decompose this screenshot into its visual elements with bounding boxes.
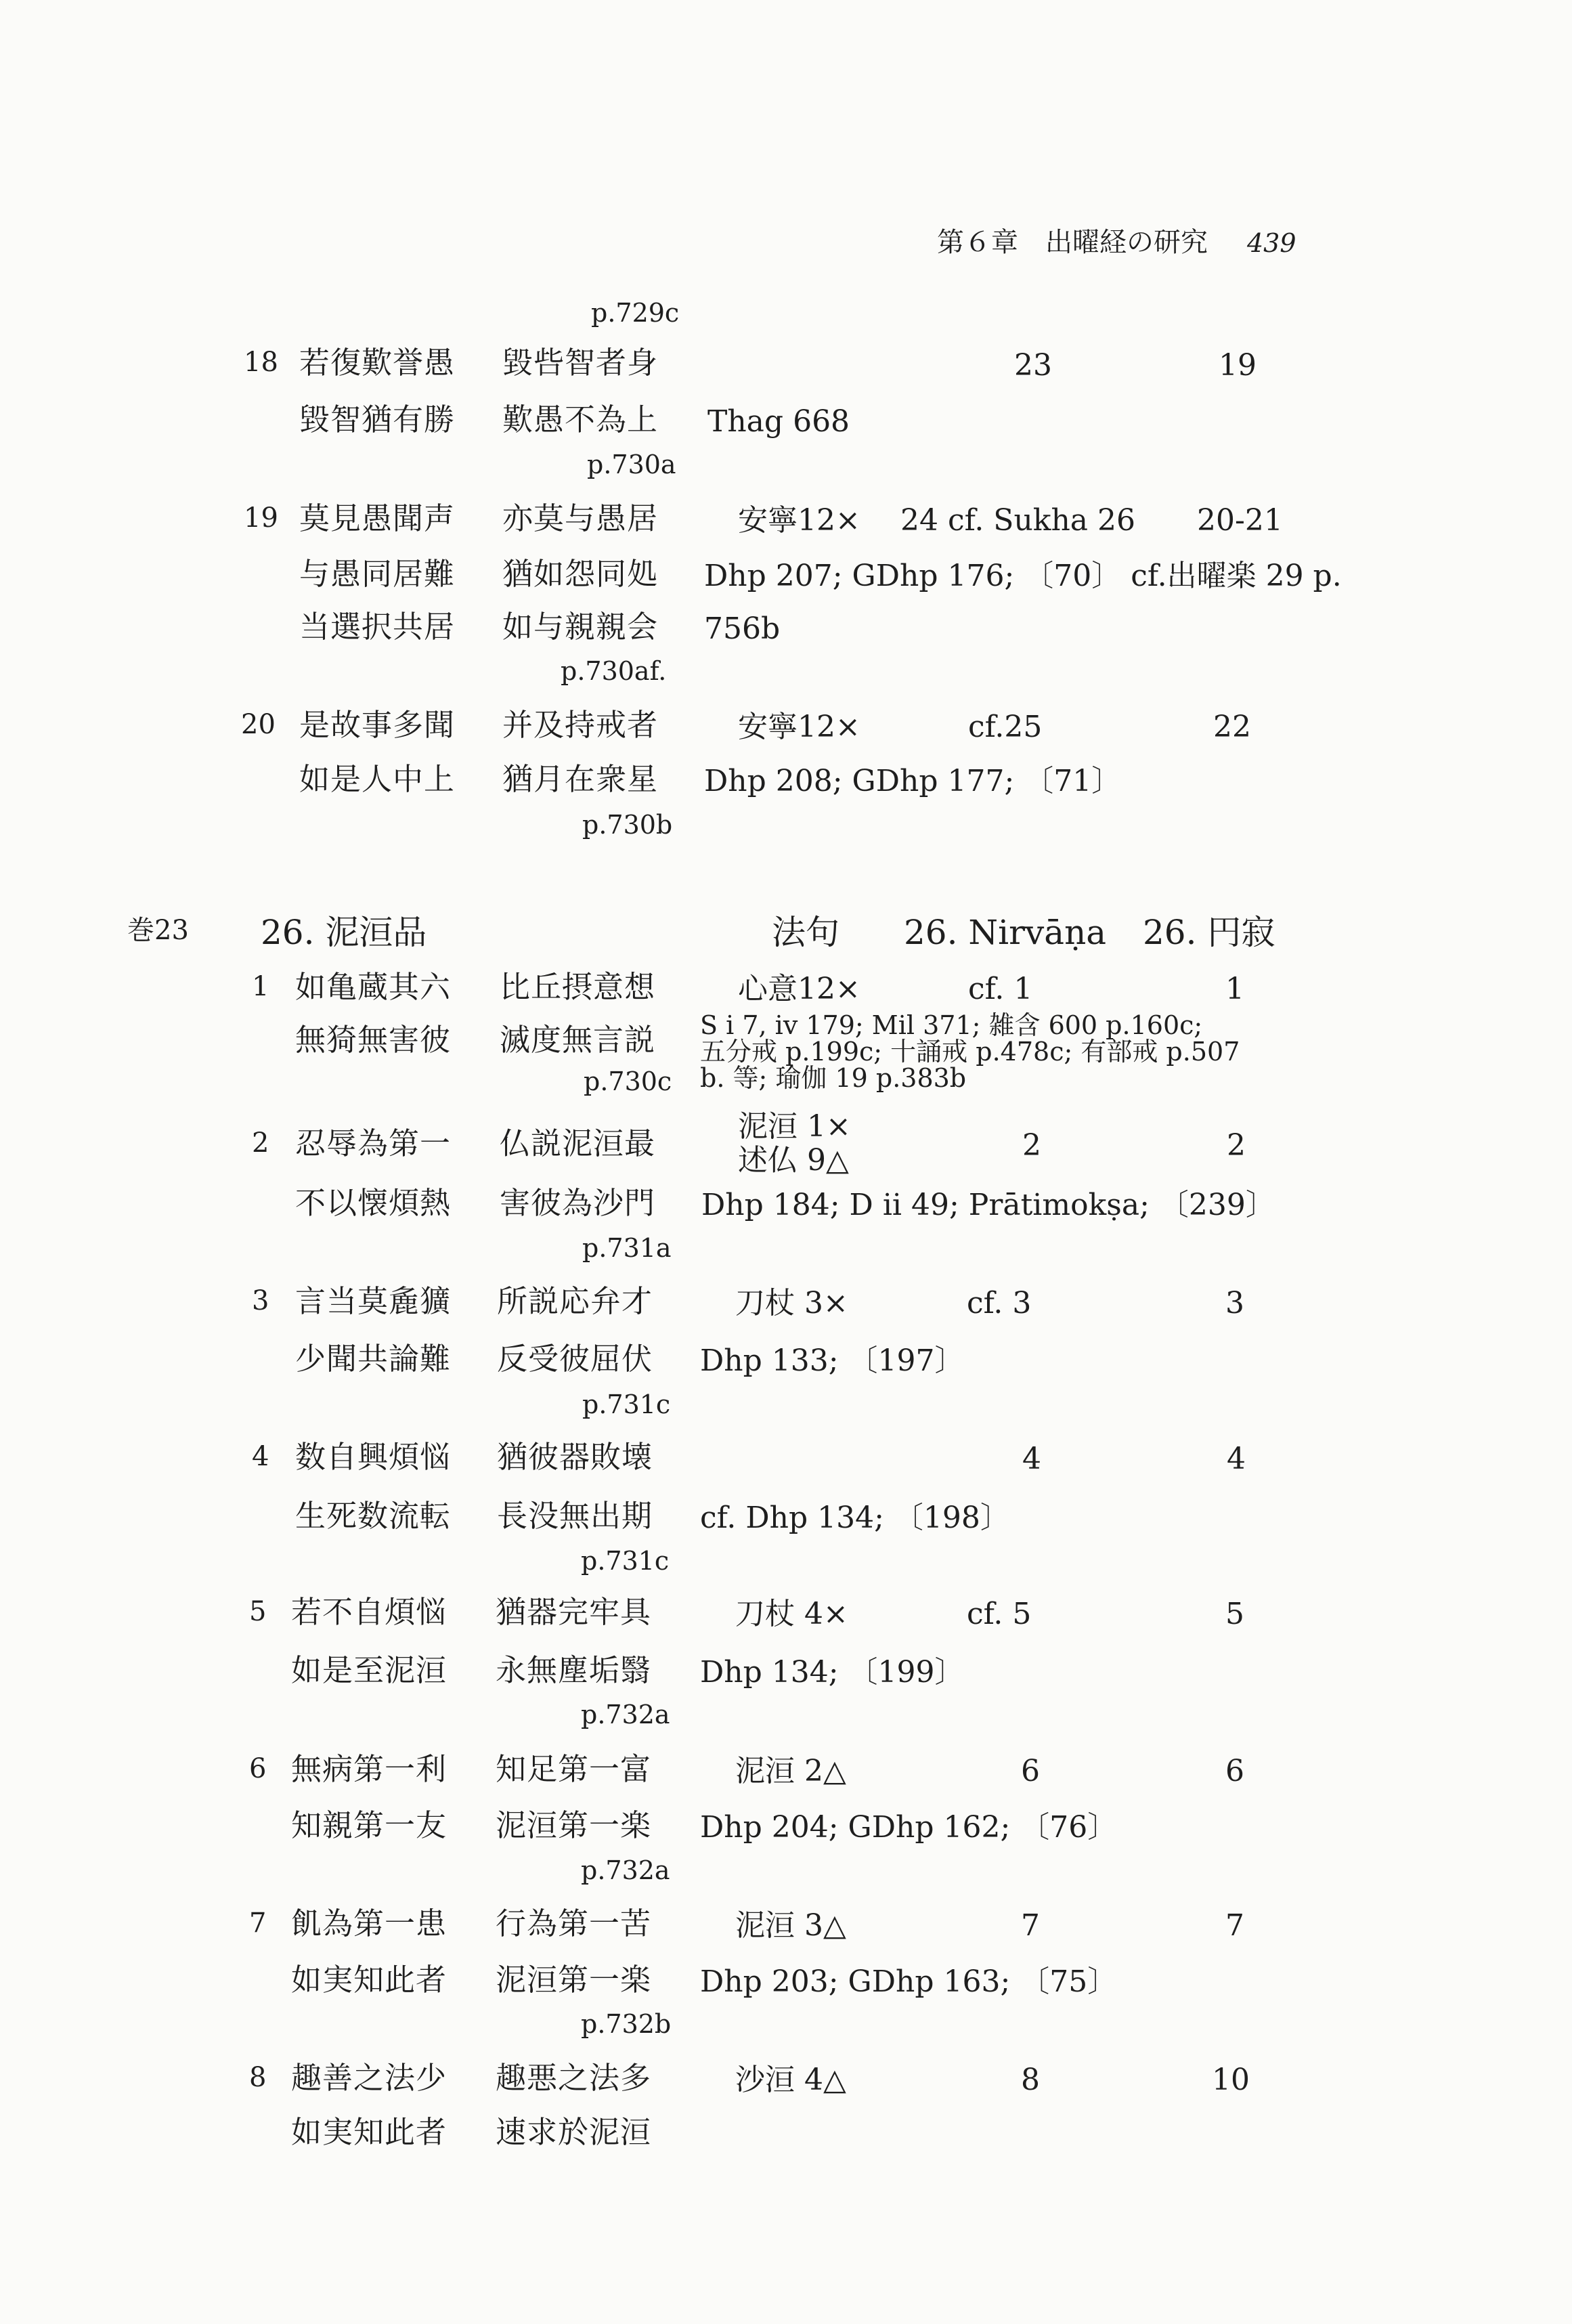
dhp-number: cf.25	[968, 710, 1043, 744]
section-title: 26. 泥洹品	[261, 913, 427, 952]
verse-line: 亦莫与愚居	[502, 500, 659, 536]
verse-line: 反受彼屈伏	[497, 1341, 653, 1377]
verse-line: 趣善之法少	[291, 2060, 447, 2096]
page-ref: p.732a	[581, 1855, 670, 1885]
dhp-number: 23	[1014, 348, 1052, 383]
parallel-refs: Dhp 203; GDhp 163; 〔75〕	[700, 1964, 1118, 1999]
fajugu-ref: 安寧12×	[738, 710, 860, 744]
fajugu-ref: 泥洹 3△	[735, 1908, 846, 1943]
parallel-refs: Dhp 134; 〔199〕	[700, 1655, 965, 1690]
parallel-refs: cf. Dhp 134; 〔198〕	[700, 1501, 1010, 1535]
verse-line: 如亀蔵其六	[295, 969, 452, 1005]
verse-line: 如是人中上	[299, 761, 456, 797]
page-ref: p.730c	[584, 1067, 672, 1096]
udana-number: 10	[1212, 2063, 1250, 2097]
column-header-fajugu: 法句	[772, 913, 839, 952]
page-ref: p.729c	[591, 298, 680, 328]
verse-line: 無猗無害彼	[295, 1022, 452, 1058]
verse-number: 6	[249, 1753, 267, 1784]
fascicle-label: 巻23	[127, 915, 189, 946]
dhp-number: cf. 5	[967, 1597, 1032, 1631]
parallel-refs: 五分戒 p.199c; 十誦戒 p.478c; 有部戒 p.507	[700, 1037, 1240, 1067]
verse-line: 滅度無言説	[500, 1022, 656, 1058]
udana-number: 20-21	[1197, 503, 1283, 538]
verse-number: 8	[249, 2062, 267, 2093]
parallel-refs: Dhp 207; GDhp 176; 〔70〕 cf.出曜楽 29 p.	[704, 559, 1342, 593]
verse-line: 莫見愚聞声	[299, 500, 456, 536]
fajugu-ref: 安寧12×	[738, 503, 860, 538]
verse-number: 1	[252, 971, 269, 1002]
verse-line: 行為第一苦	[496, 1906, 652, 1941]
parallel-refs: Thag 668	[707, 404, 850, 439]
udana-number: 3	[1225, 1286, 1244, 1320]
page-ref: p.731c	[582, 1390, 671, 1419]
udana-number: 5	[1225, 1597, 1244, 1631]
verse-line: 知親第一友	[291, 1807, 447, 1843]
verse-line: 毀呰智者身	[502, 345, 659, 381]
verse-line: 与愚同居難	[299, 556, 456, 592]
verse-line: 泥洹第一楽	[496, 1807, 652, 1843]
dhp-number: 4	[1022, 1442, 1041, 1476]
verse-line: 少聞共論難	[295, 1341, 452, 1377]
page-ref: p.730a	[587, 450, 676, 479]
verse-line: 比丘摂意想	[500, 969, 656, 1005]
verse-line: 永無塵垢翳	[496, 1652, 652, 1688]
verse-line: 速求於泥洹	[496, 2114, 652, 2150]
parallel-refs: 756b	[704, 611, 781, 646]
verse-line: 泥洹第一楽	[496, 1962, 652, 1998]
verse-line: 所説応弁才	[497, 1283, 653, 1319]
verse-number: 3	[252, 1285, 269, 1316]
verse-line: 飢為第一患	[291, 1906, 447, 1941]
page-ref: p.732a	[581, 1700, 670, 1729]
column-header-dhp: 26. Nirvāṇa	[904, 913, 1107, 952]
verse-line: 長没無出期	[497, 1498, 653, 1534]
verse-line: 当選択共居	[299, 609, 456, 645]
verse-line: 如与親親会	[502, 609, 659, 645]
verse-line: 若不自煩悩	[291, 1594, 447, 1630]
verse-line: 不以懐煩熱	[295, 1185, 452, 1221]
udana-number: 1	[1225, 972, 1244, 1006]
page-number: 439	[1247, 228, 1296, 258]
udana-number: 7	[1225, 1908, 1244, 1943]
verse-number: 19	[244, 502, 278, 534]
fajugu-ref: 泥洹 1×	[738, 1109, 851, 1144]
verse-line: 数自興煩悩	[295, 1439, 452, 1475]
udana-number: 19	[1219, 348, 1257, 383]
dhp-number: 8	[1021, 2063, 1040, 2097]
verse-line: 如実知此者	[291, 2114, 447, 2150]
udana-number: 4	[1227, 1442, 1246, 1476]
verse-line: 猶如怨同処	[502, 556, 659, 592]
verse-line: 趣悪之法多	[496, 2060, 652, 2096]
dhp-number: 7	[1021, 1908, 1040, 1943]
verse-line: 猶器完牢具	[496, 1594, 652, 1630]
verse-number: 20	[241, 709, 276, 740]
fajugu-ref: 沙洹 4△	[735, 2063, 846, 2097]
dhp-number: cf. 3	[967, 1286, 1032, 1320]
fajugu-ref: 述仏 9△	[738, 1143, 849, 1178]
parallel-refs: Dhp 204; GDhp 162; 〔76〕	[700, 1810, 1118, 1845]
verse-number: 4	[252, 1441, 269, 1472]
page-ref: p.730b	[582, 810, 673, 840]
verse-number: 5	[249, 1596, 267, 1627]
verse-line: 害彼為沙門	[500, 1185, 656, 1221]
verse-line: 無病第一利	[291, 1751, 447, 1787]
verse-line: 生死数流転	[295, 1498, 452, 1534]
column-header-udana: 26. 円寂	[1143, 913, 1275, 952]
fajugu-ref: 心意12×	[738, 972, 860, 1006]
page-ref: p.731a	[582, 1233, 672, 1263]
verse-line: 若復歎誉愚	[299, 345, 456, 381]
dhp-number: 2	[1022, 1128, 1041, 1163]
fajugu-ref: 刀杖 3×	[735, 1286, 848, 1320]
parallel-refs: Dhp 208; GDhp 177; 〔71〕	[704, 764, 1122, 798]
verse-line: 是故事多聞	[299, 707, 456, 743]
verse-line: 仏説泥洹最	[500, 1125, 656, 1161]
page-ref: p.730af.	[561, 656, 667, 686]
verse-line: 如実知此者	[291, 1962, 447, 1998]
page-ref: p.731c	[581, 1546, 670, 1576]
dhp-number: 6	[1021, 1754, 1040, 1788]
udana-number: 22	[1213, 710, 1251, 744]
dhp-number: cf. 1	[968, 972, 1033, 1006]
verse-number: 18	[244, 347, 278, 378]
parallel-refs: Dhp 184; D ii 49; Prātimokṣa; 〔239〕	[701, 1188, 1275, 1222]
parallel-refs: Dhp 133; 〔197〕	[700, 1343, 965, 1378]
verse-line: 如是至泥洹	[291, 1652, 447, 1688]
udana-number: 6	[1225, 1754, 1244, 1788]
fajugu-ref: 泥洹 2△	[735, 1754, 846, 1788]
udana-number: 2	[1227, 1128, 1246, 1163]
verse-line: 并及持戒者	[502, 707, 659, 743]
verse-line: 毀智猶有勝	[299, 402, 456, 437]
verse-line: 言当莫麁獷	[295, 1283, 452, 1319]
verse-line: 忍辱為第一	[295, 1125, 452, 1161]
verse-number: 2	[252, 1127, 269, 1159]
dhp-number: 24 cf. Sukha 26	[900, 503, 1135, 538]
verse-line: 猶彼器敗壊	[497, 1439, 653, 1475]
fajugu-ref: 刀杖 4×	[735, 1597, 848, 1631]
verse-line: 知足第一富	[496, 1751, 652, 1787]
verse-number: 7	[249, 1908, 267, 1939]
running-header: 第６章 出曜経の研究	[937, 227, 1208, 258]
verse-line: 猶月在衆星	[502, 761, 659, 797]
verse-line: 歎愚不為上	[502, 402, 659, 437]
parallel-refs: S i 7, iv 179; Mil 371; 雑含 600 p.160c;	[700, 1010, 1203, 1040]
parallel-refs: b. 等; 瑜伽 19 p.383b	[700, 1063, 967, 1093]
page-ref: p.732b	[581, 2009, 672, 2039]
